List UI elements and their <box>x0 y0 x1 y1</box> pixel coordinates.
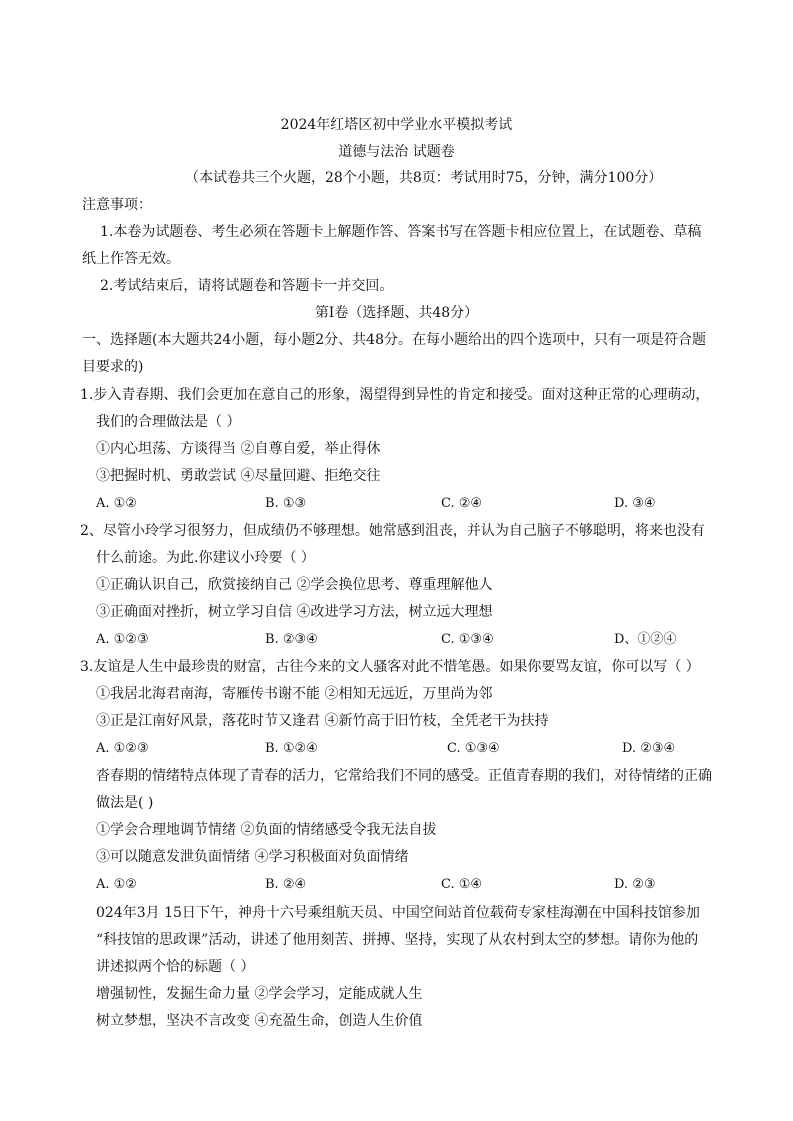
question-1-option-a[interactable]: A. ①② <box>96 496 137 511</box>
notice-item-1-line-1: 1.本卷为试题卷、考生必须在答题卡上解题作答、答案书写在答题卡相应位置上，在试题卷、草稿 <box>100 224 702 240</box>
question-1-statement-2: ③把握时机、勇敢尝试 ④尽量回避、拒绝交往 <box>96 468 381 484</box>
question-2-stem-line-1: 2、尽管小玲学习很努力，但成绩仍不够理想。她常感到沮丧，并认为自己脑子不够聪明，将来也没有 <box>80 523 705 539</box>
exam-subtitle: 道德与法治 试题卷 <box>338 144 455 160</box>
exam-info: （本试卷共三个火题，28个小题，共8页：考试用时75，分钟，满分100分） <box>185 170 663 186</box>
notice-heading: 注意事项： <box>82 197 152 213</box>
question-3-option-d[interactable]: D. ②③④ <box>622 741 676 756</box>
question-5-stem-line-3: 讲述拟两个恰的标题（ ） <box>96 959 255 975</box>
question-4-statement-1: ①学会合理地调节情绪 ②负面的情绪感受令我无法自拔 <box>96 822 437 838</box>
question-2-option-b[interactable]: B. ②③④ <box>265 632 318 647</box>
question-2-statement-2: ③正确面对挫折，树立学习自信 ④改进学习方法，树立远大理想 <box>96 604 493 620</box>
question-4-option-b[interactable]: B. ②④ <box>265 877 307 892</box>
question-1-option-c[interactable]: C. ②④ <box>441 496 483 511</box>
question-5-statement-1: 增强韧性，发掘生命力量 ②学会学习，定能成就人生 <box>96 986 423 1002</box>
question-4-statement-2: ③可以随意发泄负面情绪 ④学习积极面对负面情绪 <box>96 849 409 865</box>
question-3-statement-2: ③正是江南好风景，落花时节又逢君 ④新竹高于旧竹枝，全凭老干为扶持 <box>96 713 549 729</box>
question-1-statement-1: ①内心坦荡、方谈得当 ②自尊自爱，举止得休 <box>96 441 381 457</box>
question-3-stem-line-1: 3.友谊是人生中最珍贵的财富，古往今来的文人骚客对此不惜笔愚。如果你要骂友谊，你可以写（ ） <box>80 659 700 675</box>
question-5-stem-line-1: 024年3月 15日下午，神舟十六号乘组航天员、中国空间站首位载荷专家桂海潮在中国科技馆参加 <box>96 905 700 921</box>
question-5-stem-line-2: “科技馆的思政课”活动，讲述了他用刻苦、拼搏、坚持，实现了从农村到太空的梦想。请你为他的 <box>96 932 699 948</box>
question-2-statement-1: ①正确认识自己，欣赏接纳自己 ②学会换位思考、尊重理解他人 <box>96 577 493 593</box>
question-2-stem-line-2: 什么前途。为此.你建议小玲要（ ） <box>96 550 315 566</box>
part1-intro-line-2: 目要求的) <box>82 359 144 375</box>
question-1-option-b[interactable]: B. ①③ <box>265 496 307 511</box>
question-3-option-c[interactable]: C. ①③④ <box>447 741 500 756</box>
question-4-stem-line-2: 做法是( ) <box>96 795 154 811</box>
part1-intro-line-1: 一、选择题(本大题共24小题，每小题2分、共48分。在每小题给出的四个选项中，只有一项是符合题 <box>82 332 706 348</box>
question-1-stem-line-1: 1.步入青春期、我们会更加在意自己的形象，渴望得到异性的肯定和接受。面对这种正常的心理萌动， <box>80 387 710 403</box>
question-3-statement-1: ①我居北海君南海，寄雁传书谢不能 ②相知无远近，万里尚为邻 <box>96 686 493 702</box>
question-4-option-a[interactable]: A. ①② <box>96 877 137 892</box>
question-2-option-d[interactable]: D、①②④ <box>614 632 677 647</box>
question-4-option-c[interactable]: C. ①④ <box>441 877 483 892</box>
question-2-option-a[interactable]: A. ①②③ <box>96 632 149 647</box>
question-2-option-c[interactable]: C. ①③④ <box>441 632 494 647</box>
notice-item-2: 2.考试结束后，请将试题卷和答题卡一并交回。 <box>100 278 394 294</box>
exam-title: 2024年红塔区初中学业水平模拟考试 <box>280 117 513 133</box>
question-1-option-d[interactable]: D. ③④ <box>614 496 656 511</box>
question-4-stem-line-1: 沓春期的情绪特点体现了青春的活力，它常给我们不同的感受。正值青春期的我们，对待情绪的正确 <box>96 768 712 784</box>
question-3-option-b[interactable]: B. ①②④ <box>265 741 318 756</box>
notice-item-1-line-2: 纸上作答无效。 <box>82 251 180 267</box>
question-1-stem-line-2: 我们的合理做法是（ ） <box>96 414 241 430</box>
question-3-option-a[interactable]: A. ①②③ <box>96 741 149 756</box>
question-5-statement-2: 树立梦想，坚决不言改变 ④充盈生命，创造人生价值 <box>96 1013 423 1029</box>
question-4-option-d[interactable]: D. ②③ <box>614 877 656 892</box>
part1-title: 第Ⅰ卷（选择题、共48分） <box>314 305 479 321</box>
